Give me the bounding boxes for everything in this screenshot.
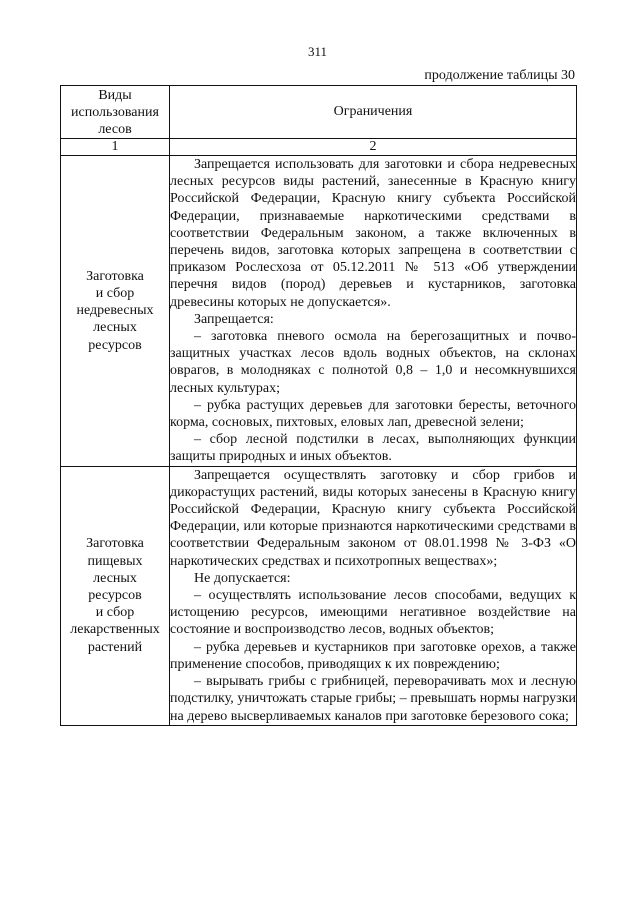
restrictions-cell bbox=[170, 466, 577, 725]
restriction-paragraph: Запрещается: bbox=[194, 311, 274, 327]
use-type-line: лекарственных bbox=[70, 622, 160, 638]
header-line: Виды bbox=[98, 87, 132, 103]
header-col-restrictions: Ограничения bbox=[170, 86, 577, 139]
use-type-line: растений bbox=[87, 639, 143, 655]
header-col-use-types bbox=[61, 86, 170, 139]
use-type-line: и сбор bbox=[95, 605, 135, 621]
use-type-line: пищевых bbox=[87, 553, 143, 569]
restriction-paragraph: – вырывать грибы с грибницей, переворачивать мох и лесную подстилку, уничтожать старые грибы; – превышать нормы нагрузки на дерево высверливаемых каналов при заготовке березового сока; bbox=[170, 674, 576, 724]
use-type-cell bbox=[61, 466, 170, 725]
restriction-paragraph: – осуществлять использование лесов способами, ведущих к истощению ресурсов, имеющими негативное воздействие на состояние и воспроизводство лесов, водных объектов; bbox=[170, 588, 576, 638]
use-type-line: Заготовка bbox=[86, 268, 144, 284]
use-type-line: Заготовка bbox=[86, 536, 144, 552]
restrictions-cell bbox=[170, 156, 577, 467]
use-type-line: и сбор bbox=[95, 286, 135, 302]
restriction-paragraph: – рубка растущих деревьев для заготовки бересты, веточного корма, сосновых, пихтовых, еловых лап, древесной зелени; bbox=[170, 397, 576, 431]
column-number-row bbox=[61, 139, 577, 156]
use-type-line: лесных bbox=[93, 570, 137, 586]
restriction-paragraph: Запрещается использовать для заготовки и сбора недревесных лесных ресурсов виды растений, занесенные в Красную книгу Российской Федерации, Красную книгу субъекта Российской Федерации, признаваемые наркотическими средствами в соответствии Федеральным законом, а также включенных в перечень видов, заготовка которых запрещена в соответствии с приказом Рослесхоза от 05.12.2011 № 513 «Об утверждении перечня видов (пород) деревьев и кустарников, заготовка древесины которых не допускается». bbox=[170, 157, 576, 310]
restrictions-table bbox=[60, 85, 577, 726]
use-type-line: ресурсов bbox=[88, 588, 142, 604]
restriction-paragraph: Не допускается: bbox=[194, 570, 291, 586]
column-number-2: 2 bbox=[170, 139, 577, 156]
restriction-paragraph: Запрещается осуществлять заготовку и сбор грибов и дикорастущих растений, виды которых занесены в Красную книгу Российской Федерации, Красную книгу субъекта Российской Федерации, или которые признаются наркотическими средствами в соответствии Федеральным законом от 08.01.1998 № 3-ФЗ «О наркотических средствах и психотропных веществах»; bbox=[170, 467, 576, 569]
restriction-paragraph: – сбор лесной подстилки в лесах, выполняющих функции защиты природных и иных объектов. bbox=[170, 432, 576, 465]
use-type-line: ресурсов bbox=[88, 337, 142, 353]
header-line: лесов bbox=[98, 121, 132, 137]
restriction-paragraph: – заготовка пневого осмола на берегозащитных и почво-защитных участках лесов вдоль водных объектов, на склонах оврагов, в молодняках с полнотой 0,8 – 1,0 и несомкнувшихся лесных культурах; bbox=[170, 329, 576, 396]
column-number-1: 1 bbox=[61, 139, 170, 156]
table-row bbox=[61, 466, 577, 725]
use-type-line: лесных bbox=[93, 320, 137, 336]
use-type-line: недревесных bbox=[76, 303, 154, 319]
header-line: использования bbox=[71, 104, 159, 120]
table-header-row bbox=[61, 86, 577, 139]
table-row bbox=[61, 156, 577, 467]
restriction-paragraph: – рубка деревьев и кустарников при заготовке орехов, а также применение способов, приводящих к их повреждению; bbox=[170, 639, 576, 672]
table-continuation-note: продолжение таблицы 30 bbox=[424, 68, 575, 83]
page-number: 311 bbox=[307, 44, 328, 59]
use-type-cell bbox=[61, 156, 170, 467]
